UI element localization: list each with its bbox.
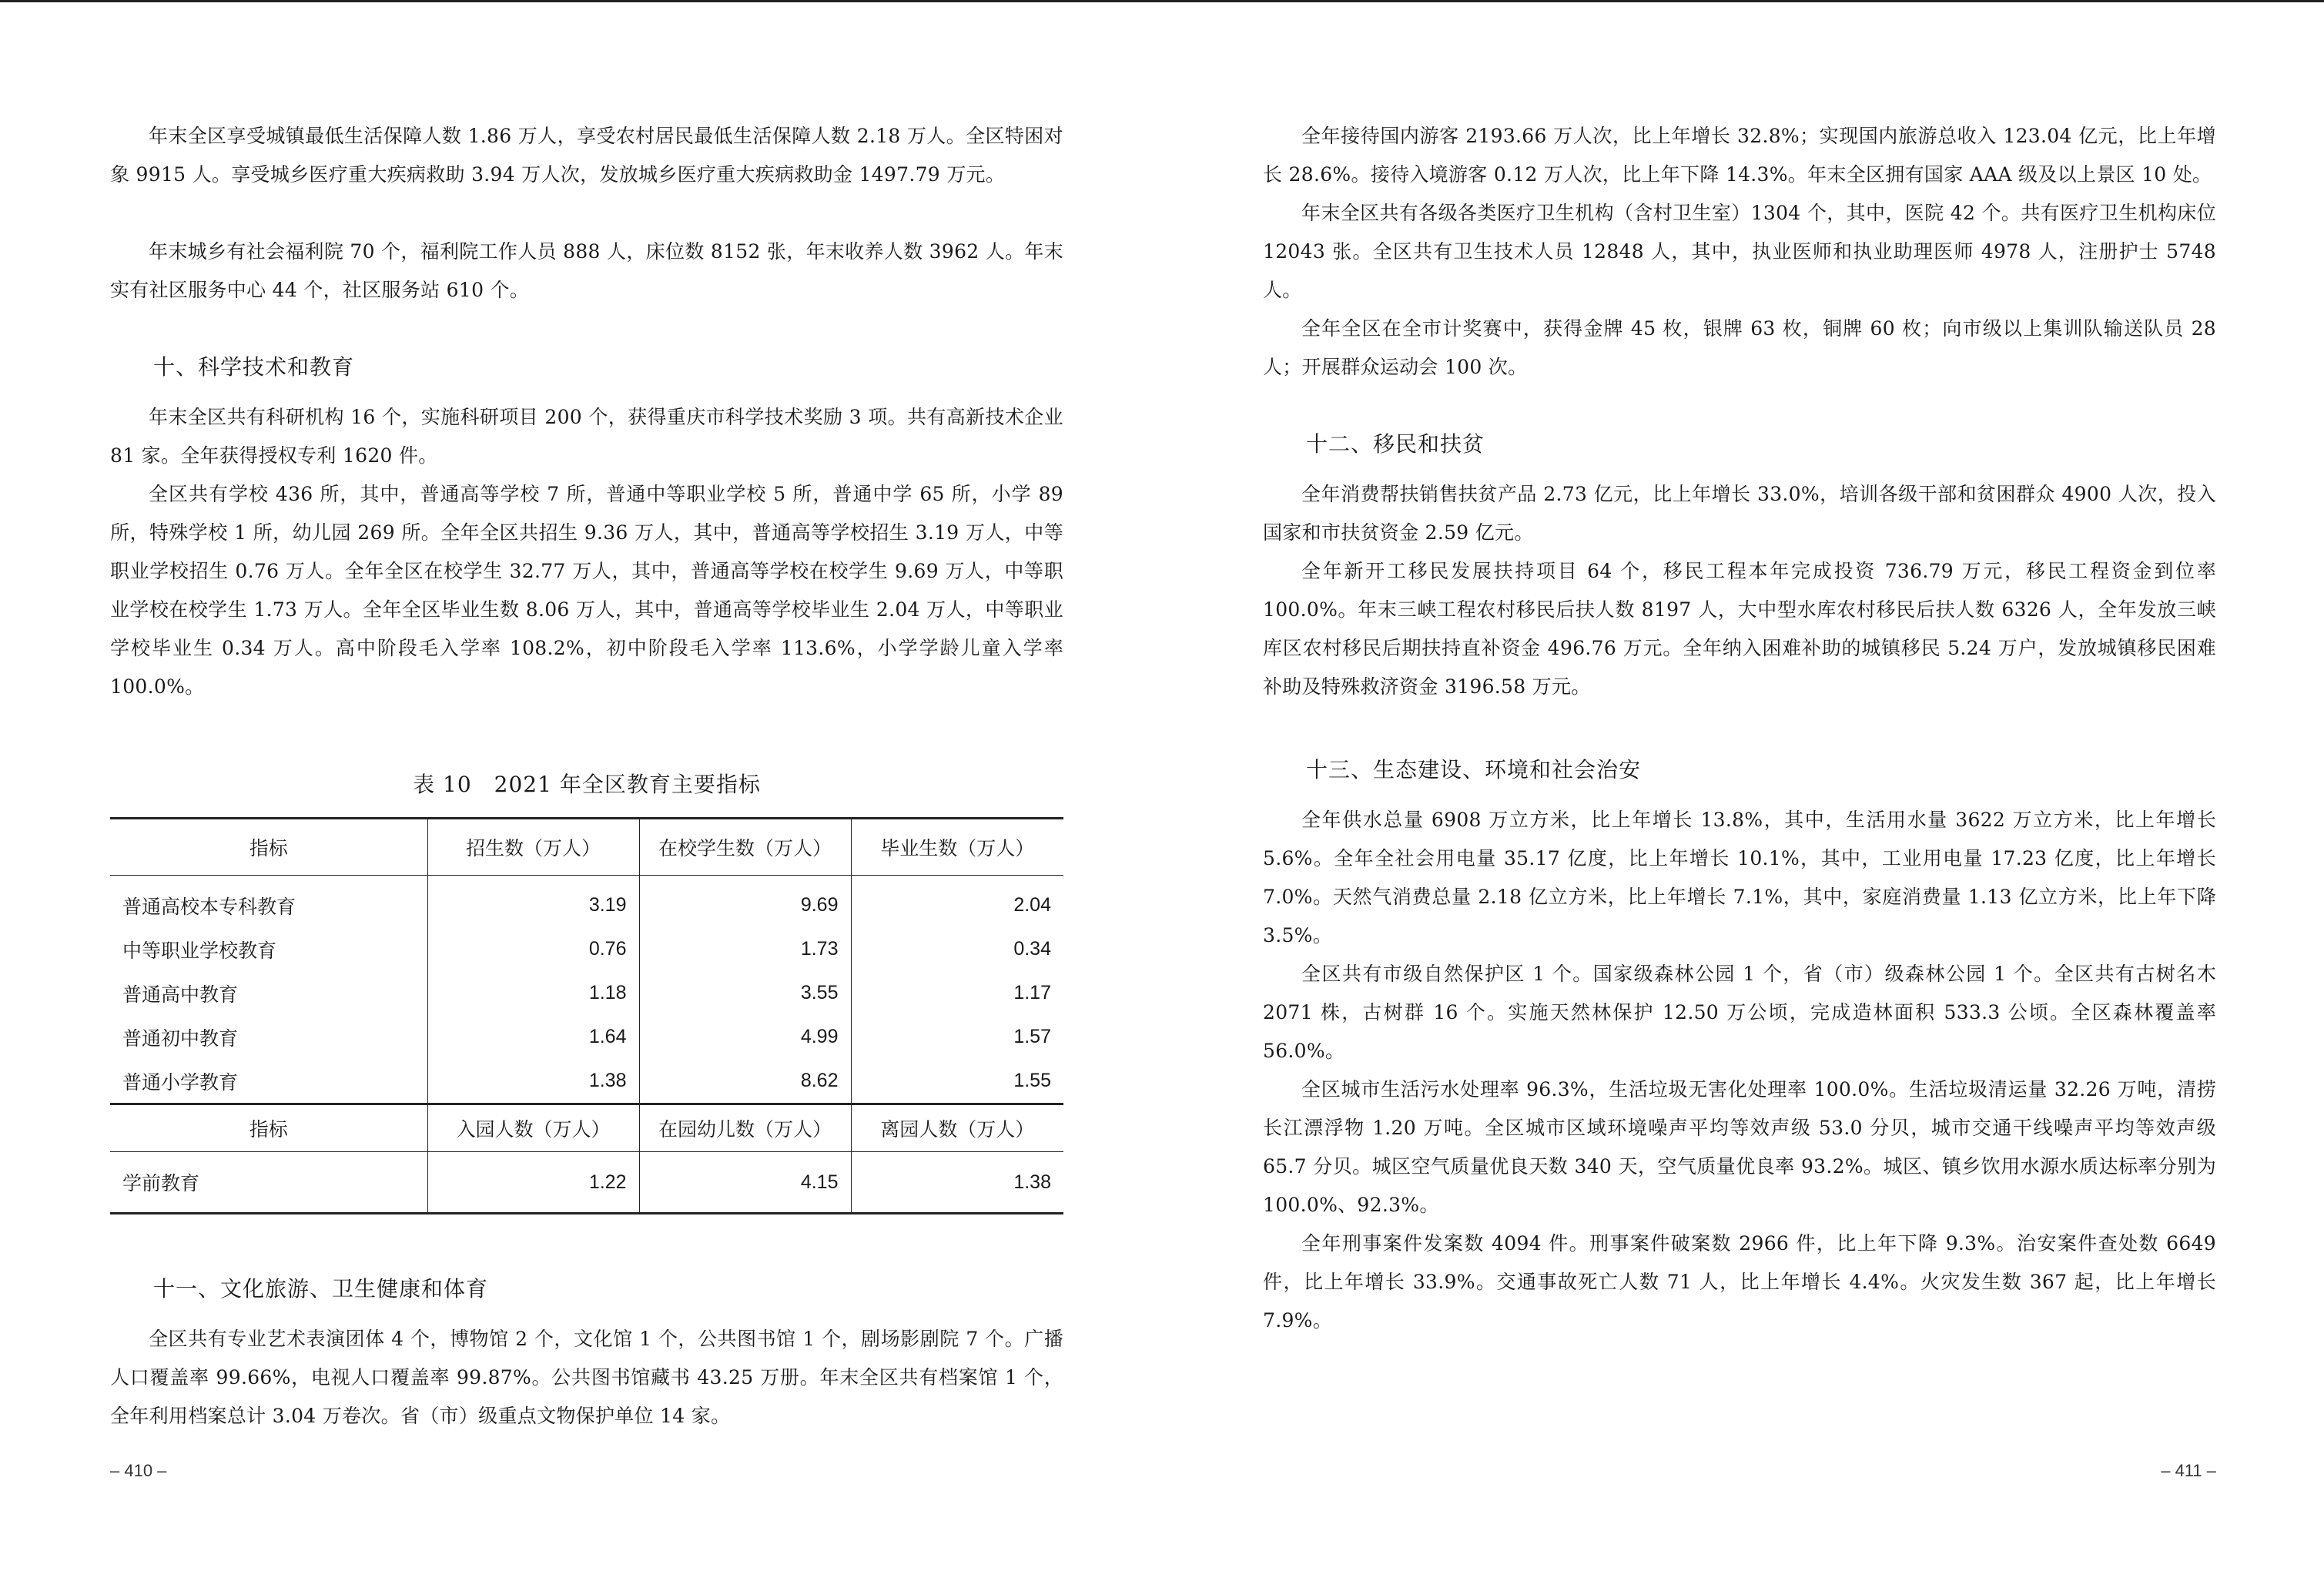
- table-cell: 1.73: [639, 927, 851, 971]
- paragraph: 全年刑事案件发案数 4094 件。刑事案件破案数 2966 件，比上年下降 9.3%。治安案件查处数 6649 件，比上年增长 33.9%。交通事故死亡人数 71 人，比上年增长 4.4%。火灾发生数 367 起，比上年增长 7.9%。: [1263, 1232, 2216, 1332]
- page-number: – 411 –: [2161, 1461, 2216, 1480]
- paragraph: 全区城市生活污水处理率 96.3%，生活垃圾无害化处理率 100.0%。生活垃圾清运量 32.26 万吨，清捞长江漂浮物 1.20 万吨。全区城市区域环境噪声平均等效声级 53.0 分贝，城市交通干线噪声平均等效声级 65.7 分贝。城区空气质量优良天数 340 天，空气质量优良率 93.2%。城区、镇乡饮用水源水质达标率分别为 100.0%、92.3%。: [1263, 1078, 2216, 1216]
- table-header-cell: 在校学生数（万人）: [639, 819, 851, 876]
- paragraph: 全年供水总量 6908 万立方米，比上年增长 13.8%，其中，生活用水量 3622 万立方米，比上年增长 5.6%。全年全社会用电量 35.17 亿度，比上年增长 10.1%，其中，工业用电量 17.23 亿度，比上年增长 7.0%。天然气消费总量 2.18 亿立方米，比上年增长 7.1%，其中，家庭消费量 1.13 亿立方米，比上年下降 3.5%。: [1263, 809, 2216, 946]
- education-table-block: [110, 766, 1063, 1214]
- section-heading: 十、科学技术和教育: [153, 354, 355, 380]
- table-cell: 普通高中教育: [122, 983, 239, 1006]
- welfare-section: [110, 233, 1063, 310]
- section-heading: 十三、生态建设、环境和社会治安: [1306, 757, 1642, 782]
- science-education-section: [110, 348, 1063, 706]
- table-cell: 1.38: [851, 1152, 1063, 1214]
- table-cell: 1.18: [427, 971, 639, 1015]
- table-header-cell: 离园人数（万人）: [851, 1104, 1063, 1152]
- table-header-cell: 指标: [110, 1104, 427, 1152]
- table-cell: 1.57: [851, 1015, 1063, 1059]
- table-header-cell: 入园人数（万人）: [427, 1104, 639, 1152]
- table-cell: 0.34: [851, 927, 1063, 971]
- table-cell: 学前教育: [110, 1152, 427, 1214]
- paragraph: 全年接待国内游客 2193.66 万人次，比上年增长 32.8%；实现国内旅游总收入 123.04 亿元，比上年增长 28.6%。接待入境游客 0.12 万人次，比上年下降 14.3%。年末全区拥有国家 AAA 级及以上景区 10 处。: [1263, 125, 2216, 186]
- table-header-row: [110, 819, 1063, 876]
- table-row: [110, 1152, 1063, 1214]
- paragraph: 全年全区在全市计奖赛中，获得金牌 45 枚，银牌 63 枚，铜牌 60 枚；向市级以上集训队输送队员 28 人；开展群众运动会 100 次。: [1263, 317, 2216, 378]
- table-cell: 8.62: [639, 1059, 851, 1104]
- migration-poverty-section: [1263, 425, 2216, 706]
- paragraph: 年末全区共有各级各类医疗卫生机构（含村卫生室）1304 个，其中，医院 42 个。共有医疗卫生机构床位 12043 张。全区共有卫生技术人员 12848 人，其中，执业医师和执业助理医师 4978 人，注册护士 5748 人。: [1263, 202, 2216, 301]
- paragraph: 年末全区共有科研机构 16 个，实施科研项目 200 个，获得重庆市科学技术奖励 3 项。共有高新技术企业 81 家。全年获得授权专利 1620 件。: [110, 406, 1063, 467]
- table-cell: 1.17: [851, 971, 1063, 1015]
- table-cell: 1.38: [427, 1059, 639, 1104]
- paragraph: 全区共有市级自然保护区 1 个。国家级森林公园 1 个，省（市）级森林公园 1 个。全区共有古树名木 2071 株，古树群 16 个。实施天然林保护 12.50 万公顷，完成造林面积 533.3 公顷。全区森林覆盖率 56.0%。: [1263, 963, 2216, 1062]
- paragraph: 年末全区享受城镇最低生活保障人数 1.86 万人，享受农村居民最低生活保障人数 2.18 万人。全区特困对象 9915 人。享受城乡医疗重大疾病救助 3.94 万人次，发放城乡医疗重大疾病救助金 1497.79 万元。: [110, 125, 1063, 186]
- paragraph: 年末城乡有社会福利院 70 个，福利院工作人员 888 人，床位数 8152 张，年末收养人数 3962 人。年末实有社区服务中心 44 个，社区服务站 610 个。: [110, 240, 1063, 301]
- social-security-section: [110, 117, 1063, 194]
- table-header-cell: 招生数（万人）: [427, 819, 639, 876]
- table-row: [110, 876, 1063, 928]
- table-cell: 普通初中教育: [122, 1027, 239, 1050]
- table-title: 表 10 2021 年全区教育主要指标: [413, 772, 761, 797]
- education-indicators-table: [110, 817, 1063, 1214]
- paragraph: 全年消费帮扶销售扶贫产品 2.73 亿元，比上年增长 33.0%，培训各级干部和贫困群众 4900 人次，投入国家和市扶贫资金 2.59 亿元。: [1263, 483, 2216, 544]
- table-cell: 1.22: [427, 1152, 639, 1214]
- table-cell: 1.64: [427, 1015, 639, 1059]
- table-header-cell: 指标: [110, 819, 427, 876]
- page-number: – 410 –: [110, 1461, 167, 1480]
- left-page: [110, 0, 1063, 1588]
- table-cell: 3.55: [639, 971, 851, 1015]
- table-cell: 中等职业学校教育: [122, 939, 277, 962]
- table-cell: 4.15: [639, 1152, 851, 1214]
- table-header-cell: 毕业生数（万人）: [851, 819, 1063, 876]
- table-row: [110, 971, 1063, 1015]
- paragraph: 全区共有学校 436 所，其中，普通高等学校 7 所，普通中等职业学校 5 所，普通中学 65 所，小学 89 所，特殊学校 1 所，幼儿园 269 所。全年全区共招生 9.36 万人，其中，普通高等学校招生 3.19 万人，中等职业学校招生 0.76 万人。全年全区在校学生 32.77 万人，其中，普通高等学校在校学生 9.69 万人，中等职业学校在校学生 1.73 万人。全年全区毕业生数 8.06 万人，其中，普通高等学校毕业生 2.04 万人，中等职业学校毕业生 0.34 万人。高中阶段毛入学率 108.2%，初中阶段毛入学率 113.6%，小学学龄儿童入学率 100.0%。: [110, 483, 1063, 698]
- table-cell: 9.69: [639, 876, 851, 928]
- table-row: [110, 927, 1063, 971]
- table-header-row: [110, 1104, 1063, 1152]
- table-row: [110, 1015, 1063, 1059]
- table-cell: 0.76: [427, 927, 639, 971]
- section-heading: 十二、移民和扶贫: [1306, 431, 1485, 457]
- culture-health-section: [110, 1270, 1063, 1436]
- table-row: [110, 1059, 1063, 1104]
- ecology-environment-security-section: [1263, 751, 2216, 1340]
- table-cell: 普通高校本专科教育: [122, 895, 296, 918]
- table-cell: 1.55: [851, 1059, 1063, 1104]
- table-cell: 普通小学教育: [122, 1070, 239, 1094]
- table-cell: 4.99: [639, 1015, 851, 1059]
- paragraph: 全年新开工移民发展扶持项目 64 个，移民工程本年完成投资 736.79 万元，移民工程资金到位率 100.0%。年末三峡工程农村移民后扶人数 8197 人，大中型水库农村移民后扶人数 6326 人，全年发放三峡库区农村移民后期扶持直补资金 496.76 万元。全年纳入困难补助的城镇移民 5.24 万户，发放城镇移民困难补助及特殊救济资金 3196.58 万元。: [1263, 560, 2216, 698]
- table-cell: 3.19: [427, 876, 639, 928]
- right-page: [1263, 0, 2216, 1588]
- paragraph: 全区共有专业艺术表演团体 4 个，博物馆 2 个，文化馆 1 个，公共图书馆 1 个，剧场影剧院 7 个。广播人口覆盖率 99.66%，电视人口覆盖率 99.87%。公共图书馆藏书 43.25 万册。年末全区共有档案馆 1 个，全年利用档案总计 3.04 万卷次。省（市）级重点文物保护单位 14 家。: [110, 1328, 1063, 1427]
- section-heading: 十一、文化旅游、卫生健康和体育: [153, 1276, 489, 1302]
- tourism-health-sports-section: [1263, 117, 2216, 387]
- table-cell: 2.04: [851, 876, 1063, 928]
- table-header-cell: 在园幼儿数（万人）: [639, 1104, 851, 1152]
